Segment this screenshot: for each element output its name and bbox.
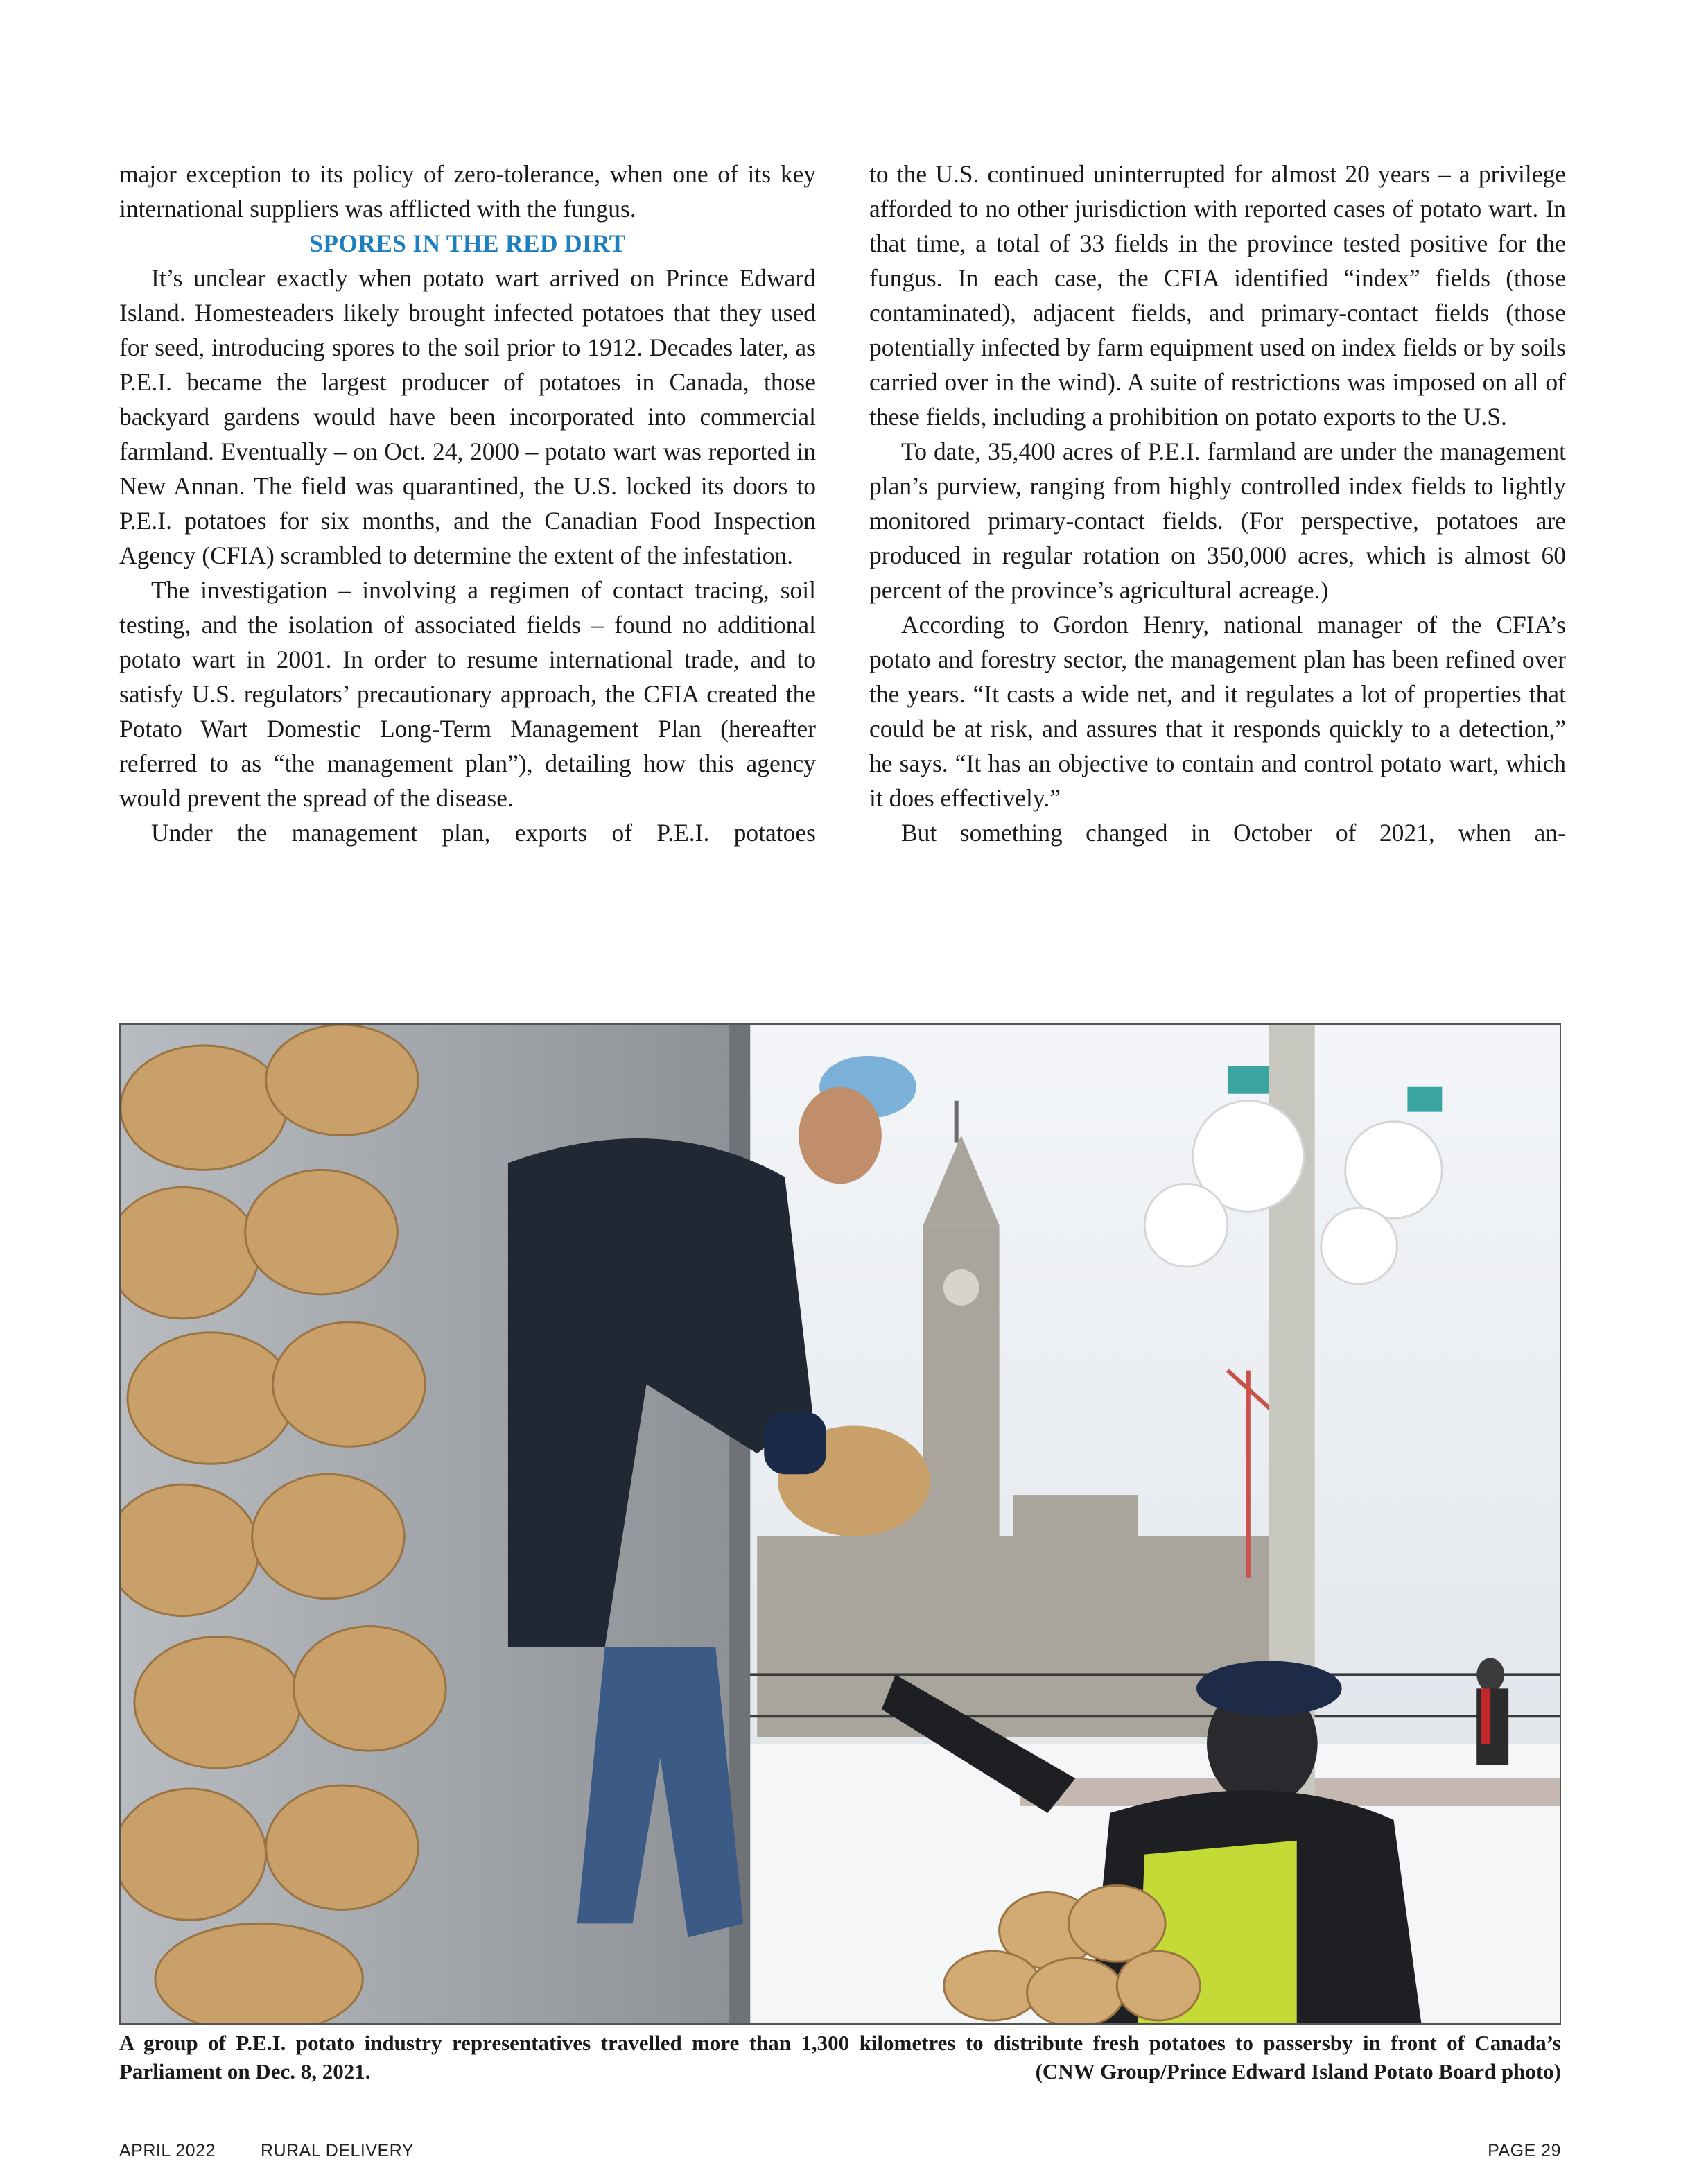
photo-credit: (CNW Group/Prince Edward Island Potato Board photo) <box>1035 2059 1561 2083</box>
left-paragraph-2: It’s unclear exactly when potato wart arrived on Prince Edward Island. Homesteaders likely brought infected potatoes that they used for seed, introducing spores to the soil prior to 1912. Decades later, as P.E.I. became the largest producer of potatoes in Canada, those backyard gardens would have been incorporated into commercial farmland. Eventually – on Oct. 24, 2000 – potato wart was reported in New Annan. The field was quarantined, the U.S. locked its doors to P.E.I. potatoes for six months, and the Canadian Food Inspection Agency (CFIA) scrambled to determine the extent of the infestation. <box>119 264 816 569</box>
left-paragraph-3: The investigation – involving a regimen of contact tracing, soil testing, and the isolation of associated fields – found no additional potato wart in 2001. In order to resume international trade, and to satisfy U.S. regulators’ precautionary approach, the CFIA created the Potato Wart Domestic Long-Term Management Plan (hereafter referred to as “the management plan”), detailing how this agency would prevent the spread of the disease. <box>119 576 816 812</box>
article-photo <box>119 1023 1561 2025</box>
footer-page-number: PAGE 29 <box>1488 2141 1561 2160</box>
right-paragraph-4: But something changed in October of 2021, when an- <box>901 819 1566 847</box>
right-paragraph-2: To date, 35,400 acres of P.E.I. farmland are under the management plan’s purview, ranging from highly controlled index fields to lightly monitored primary-contact fields. (For perspective, potatoes are produced in regular rotation on 350,000 acres, which is almost 60 percent of the province’s agricultural acreage.) <box>869 437 1566 604</box>
left-paragraph-4: Under the management plan, exports of P.E.I. potatoes <box>151 819 816 847</box>
caption-text: A group of P.E.I. potato industry representatives travelled more than 1,300 kilometres to distribute fresh potatoes to passersby in front of Canada’s Parliament on Dec. 8, 2021. <box>119 2031 1561 2083</box>
left-paragraph-1: major exception to its policy of zero-tolerance, when one of its key international suppliers was afflicted with the fungus. <box>119 160 816 223</box>
right-paragraph-1: to the U.S. continued uninterrupted for almost 20 years – a privilege afforded to no other jurisdiction with reported cases of potato wart. In that time, a total of 33 fields in the province tested positive for the fungus. In each case, the CFIA identified “index” fields (those contaminated), adjacent fields, and primary-contact fields (those potentially infected by farm equipment used on index fields or by soils carried over in the wind). A suite of restrictions was imposed on all of these fields, including a prohibition on potato exports to the U.S. <box>869 160 1566 431</box>
photo-caption <box>119 2029 1561 2086</box>
right-column <box>869 157 1566 850</box>
photo-illustration <box>121 1025 1560 2023</box>
right-paragraph-3: According to Gordon Henry, national manager of the CFIA’s potato and forestry sector, the management plan has been refined over the years. “It casts a wide net, and it regulates a lot of properties that could be at risk, and assures that it responds quickly to a detection,” he says. “It has an objective to contain and control potato wart, which it does effectively.” <box>869 611 1566 812</box>
pedestrian <box>1476 1658 1508 1765</box>
left-column <box>119 157 816 850</box>
section-heading: SPORES IN THE RED DIRT <box>309 229 626 257</box>
footer-publication: RURAL DELIVERY <box>261 2141 414 2160</box>
footer-date: APRIL 2022 <box>119 2141 216 2160</box>
